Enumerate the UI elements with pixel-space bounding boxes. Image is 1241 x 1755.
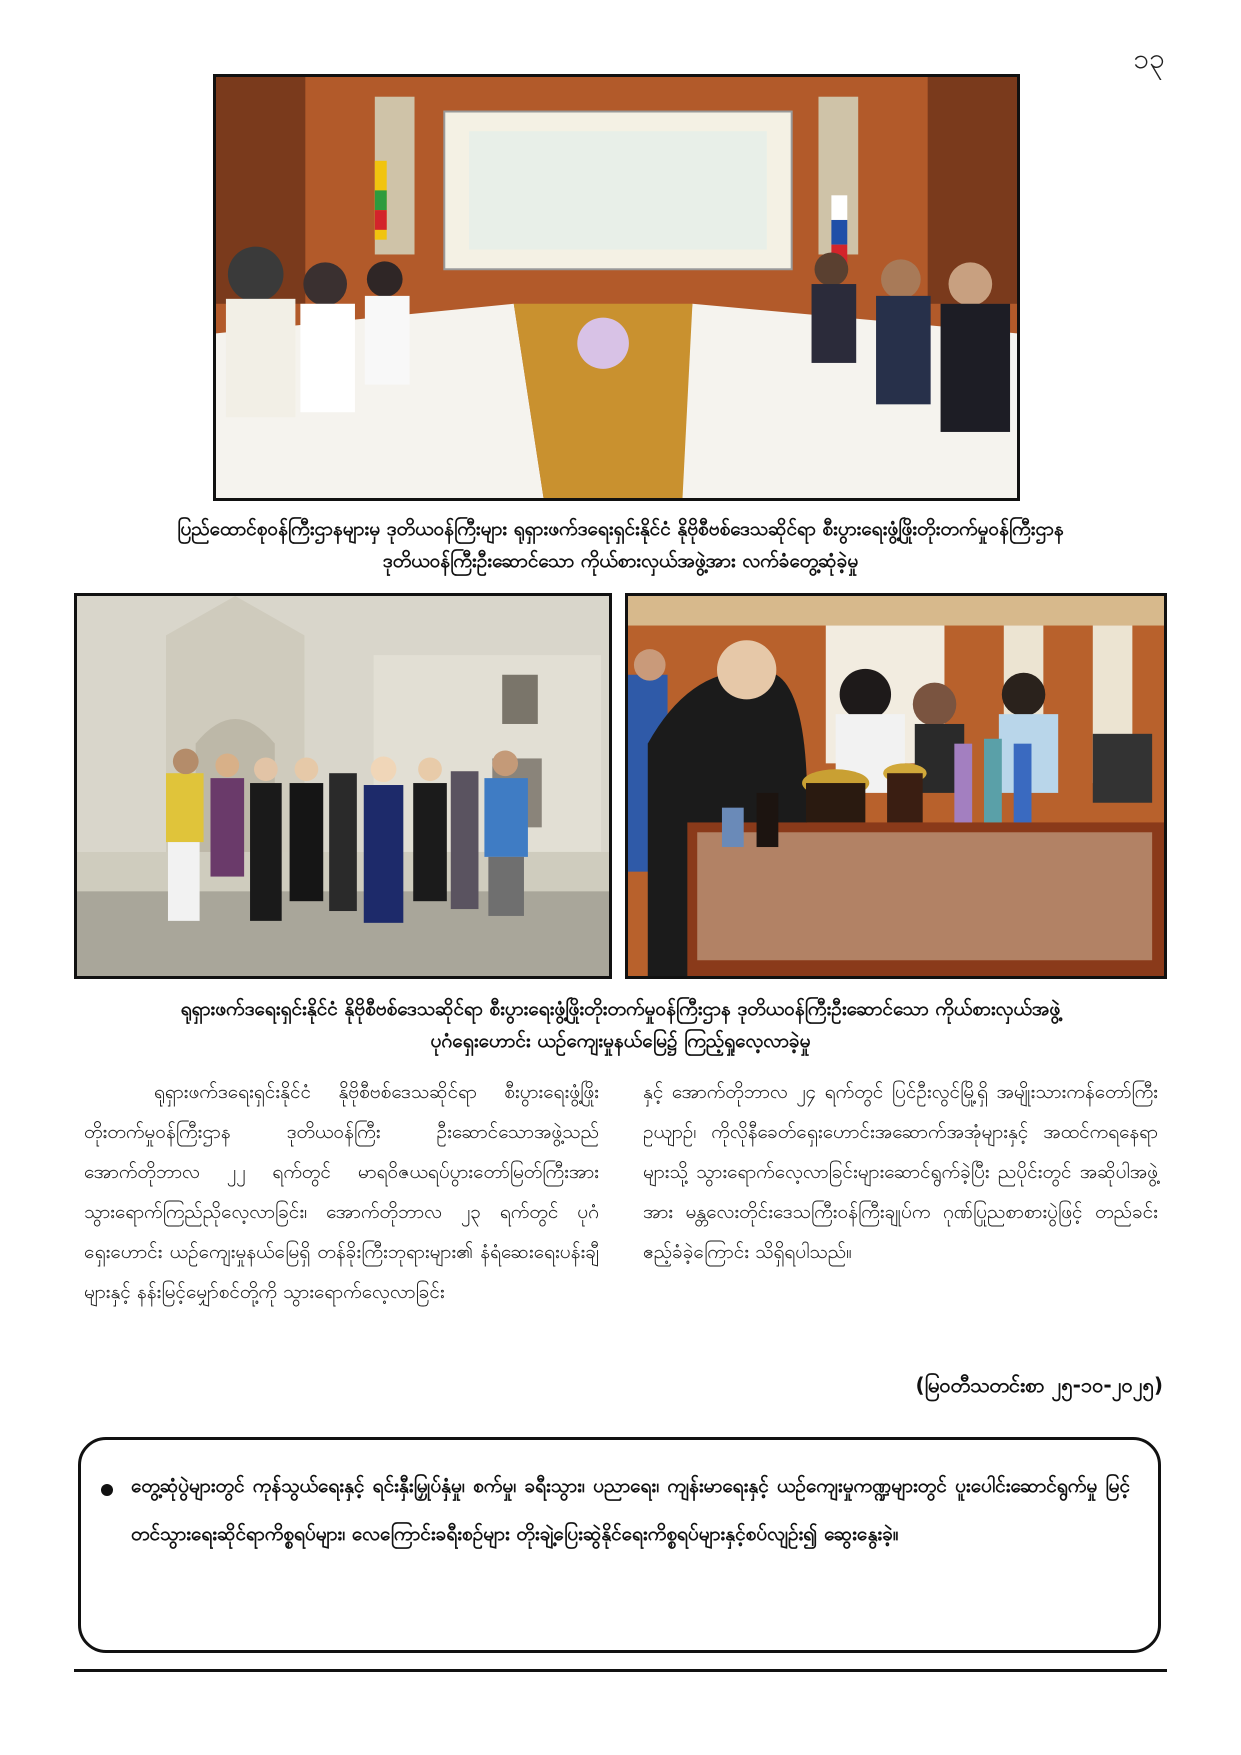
bullet-icon (101, 1484, 113, 1496)
top-caption-line1: ပြည်ထောင်စုဝန်ကြီးဌာနများမှ ဒုတိယဝန်ကြီးများ ရုရှားဖက်ဒရေးရှင်းနိုင်ငံ နိုဗိုစီဗစ်ဒေသဆိုင်ရာ စီးပွားရေးဖွံ့ဖြိုးတိုးတက်မှုဝန်ကြီးဌာန (177, 518, 1064, 540)
bottom-caption-line1: ရုရှားဖက်ဒရေးရှင်းနိုင်ငံ နိုဗိုစီဗစ်ဒေသဆိုင်ရာ စီးပွားရေးဖွံ့ဖြိုးတိုးတက်မှုဝန်ကြီးဌာန ဒုတိယဝန်ကြီးဦးဆောင်သော ကိုယ်စားလှယ်အဖွဲ့ (180, 998, 1061, 1020)
top-caption (40, 513, 1201, 577)
lacquerware-shop-graphic (628, 596, 1164, 976)
lacquerware-shop-photo (625, 593, 1167, 979)
meeting-photo-graphic (216, 77, 1017, 498)
highlight-box (78, 1437, 1161, 1653)
page-number: ၁၃ (1133, 42, 1165, 75)
top-caption-line2: ဒုတိယဝန်ကြီးဦးဆောင်သော ကိုယ်စားလှယ်အဖွဲ့အား လက်ခံတွေ့ဆုံခဲ့မှု (382, 550, 859, 572)
bottom-caption-line2: ပုဂံရှေးဟောင်း ယဉ်ကျေးမှုနယ်မြေ၌ ကြည့်ရှုလေ့လာခဲ့မှု (430, 1030, 811, 1052)
article-right-column: နှင့် အောက်တိုဘာလ ၂၄ ရက်တွင် ပြင်ဦးလွင်မြို့ရှိ အမျိုးသားကန်တော်ကြီးဥယျာဉ်၊ ကိုလိုနီခေတ်ရှေးဟောင်းအဆောက်အအုံများနှင့် အထင်ကရနေရာများသို့ သွားရောက်လေ့လာခြင်းများဆောင်ရွက်ခဲ့ပြီး ညပိုင်းတွင် အဆိုပါအဖွဲ့အား မန္တလေးတိုင်းဒေသကြီးဝန်ကြီးချုပ်က ဂုဏ်ပြုညစာစားပွဲဖြင့် တည်ခင်းဧည့်ခံခဲ့ကြောင်း သိရှိရပါသည်။ (643, 1081, 1158, 1263)
bottom-caption (40, 993, 1201, 1057)
footer-rule (74, 1669, 1167, 1672)
article-source: (မြဝတီသတင်းစာ ၂၅-၁၀-၂၀၂၅) (915, 1373, 1163, 1397)
temple-group-graphic (77, 596, 609, 976)
highlight-text: တွေ့ဆုံပွဲများတွင် ကုန်သွယ်ရေးနှင့် ရင်းနှီးမြှုပ်နှံမှု၊ စက်မှု၊ ခရီးသွား၊ ပညာရေး၊ ကျန်းမာရေးနှင့် ယဉ်ကျေးမှုကဏ္ဍများတွင် ပူးပေါင်းဆောင်ရွက်မှု မြင့်တင်သွားရေးဆိုင်ရာကိစ္စရပ်များ၊ လေကြောင်းခရီးစဉ်များ တိုးချဲ့ပြေးဆွဲနိုင်ရေးကိစ္စရပ်များနှင့်စပ်လျဉ်း၍ ဆွေးနွေးခဲ့။ (131, 1475, 1130, 1545)
temple-group-photo (74, 593, 612, 979)
meeting-photo (213, 74, 1020, 501)
article-left-column: ရုရှားဖက်ဒရေးရှင်းနိုင်ငံ နိုဗိုစီဗစ်ဒေသဆိုင်ရာ စီးပွားရေးဖွံ့ဖြိုးတိုးတက်မှုဝန်ကြီးဌာန ဒုတိယဝန်ကြီး ဦးဆောင်သောအဖွဲ့သည် အောက်တိုဘာလ ၂၂ ရက်တွင် မာရဝိဇယရပ်ပွားတော်မြတ်ကြီးအား သွားရောက်ကြည်ညိုလေ့လာခြင်း၊ အောက်တိုဘာလ ၂၃ ရက်တွင် ပုဂံရှေးဟောင်း ယဉ်ကျေးမှုနယ်မြေရှိ တန်ခိုးကြီးဘုရားများ၏ နံရံဆေးရေးပန်းချီများနှင့် နန်းမြင့်မျှော်စင်တို့ကို သွားရောက်လေ့လာခြင်း (84, 1081, 599, 1303)
